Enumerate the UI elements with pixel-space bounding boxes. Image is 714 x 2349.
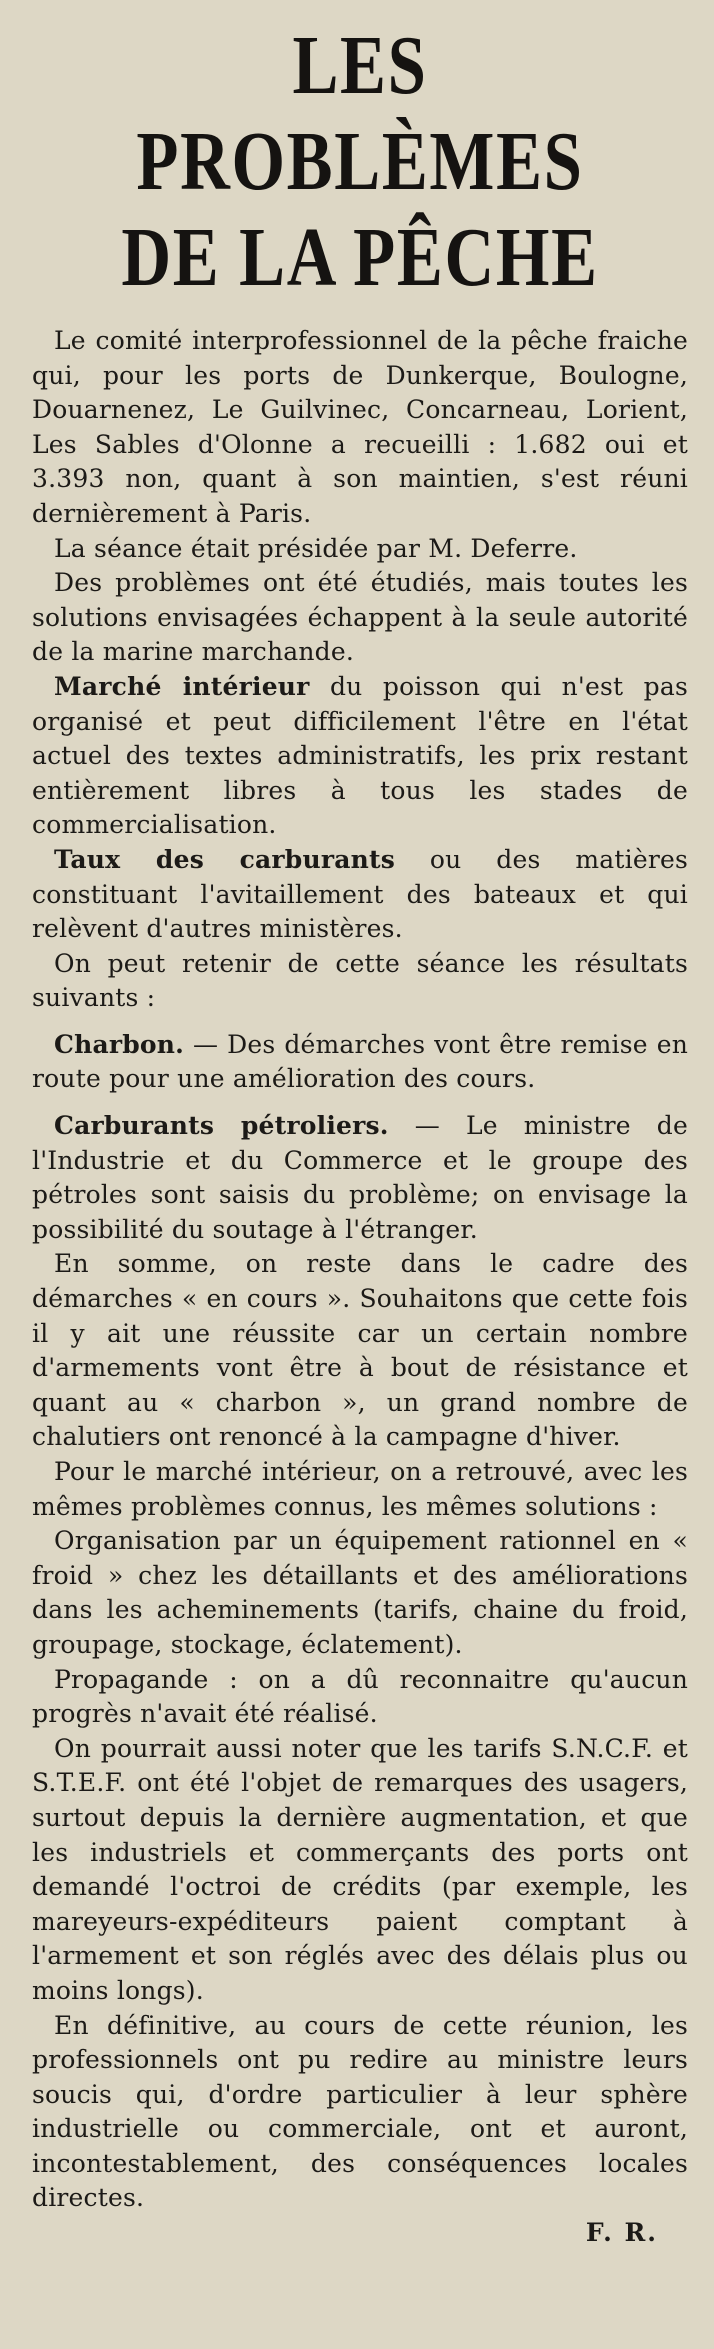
paragraph-tarifs: On pourrait aussi noter que les tarifs S.N.C.F. et S.T.E.F. ont été l'objet de remarques des usagers, surtout depuis la dernière augmentation, et que les industriels et commerçants des ports ont demandé l'octroi de crédits (par exemple, les mareyeurs-expéditeurs paient comptant à l'armement et son réglés avec des délais plus ou moins longs). [32, 1733, 688, 2005]
paragraph-en-somme: En somme, on reste dans le cadre des démarches « en cours ». Souhaitons que cette fois il y ait une réussite car un certain nombre d'armements vont être à bout de résistance et quant au « charbon », un grand nombre de chalutiers ont renoncé à la campagne d'hiver. [32, 1249, 688, 1452]
article-headline [32, 18, 688, 306]
paragraph-organisation: Organisation par un équipement rationnel en « froid » chez les détaillants et des améliorations dans les acheminements (tarifs, chaine du froid, groupage, stockage, éclatement). [32, 1526, 688, 1659]
lead-marche-interieur: Marché intérieur [54, 671, 310, 701]
paragraph-resultats: On peut retenir de cette séance les résultats suivants : [32, 948, 688, 1013]
article-signature: F. R. [585, 2218, 658, 2248]
paragraph-marche-interieur-bis: Pour le marché intérieur, on a retrouvé, avec les mêmes problèmes connus, les mêmes solutions : [32, 1457, 688, 1521]
paragraph-session: La séance était présidée par M. Deferre. [54, 533, 578, 563]
lead-taux-carburants: Taux des carburants [54, 844, 396, 874]
paragraph-conclusion: En définitive, au cours de cette réunion, les professionnels ont pu redire au ministre leurs soucis qui, d'ordre particulier à leur sphère industrielle ou commerciale, ont et auront, incontestablement, des conséquences locales directes. [32, 2010, 688, 2213]
paragraph-charbon: Charbon. — Des démarches vont être remise en route pour une amélioration des cours. [32, 1029, 688, 1094]
lead-carburants-petroliers: Carburants pétroliers. [54, 1111, 389, 1141]
signature-line [32, 2216, 688, 2251]
paragraph-problems: Des problèmes ont été étudiés, mais toutes les solutions envisagées échappent à la seule autorité de la marine marchande. [32, 568, 688, 667]
headline-line-1: LES PROBLÈMES [136, 19, 584, 208]
paragraph-marche-interieur: Marché intérieur du poisson qui n'est pas organisé et peut difficilement l'être en l'état actuel des textes administratifs, les prix restant entièrement libres à tous les stades de commercialisation. [32, 671, 688, 840]
article-body [32, 324, 688, 2251]
lead-charbon: Charbon. [54, 1029, 185, 1059]
headline-line-2: DE LA PÊCHE [121, 211, 599, 304]
paragraph-intro: Le comité interprofessionnel de la pêche fraiche qui, pour les ports de Dunkerque, Boulogne, Douarnenez, Le Guilvinec, Concarneau, Lorient, Les Sables d'Olonne a recueilli : 1.682 oui et 3.393 non, quant à son maintien, s'est réuni dernièrement à Paris. [32, 326, 688, 528]
paragraph-taux-carburants: Taux des carburants ou des matières constituant l'avitaillement des bateaux et qui relèvent d'autres ministères. [32, 844, 689, 944]
paragraph-propagande: Propagande : on a dû reconnaitre qu'aucun progrès n'avait été réalisé. [32, 1664, 688, 1729]
paragraph-carburants-petroliers: Carburants pétroliers. — Le ministre de l'Industrie et du Commerce et le groupe des pétroles sont saisis du problème; on envisage la possibilité du soutage à l'étranger. [32, 1111, 688, 1244]
